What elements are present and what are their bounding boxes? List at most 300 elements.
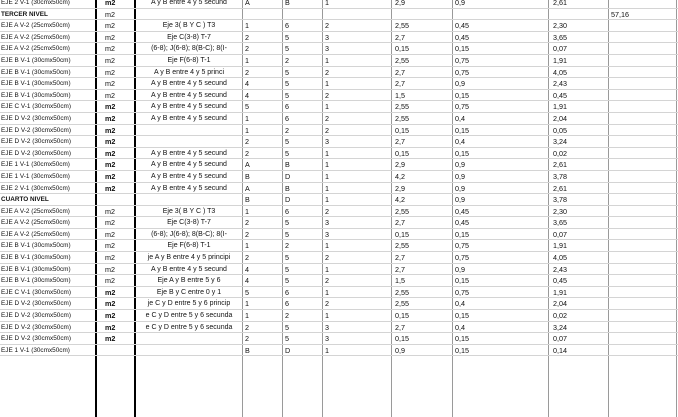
area-cell[interactable]: 2,30 [553, 21, 567, 31]
to-cell[interactable]: D [285, 345, 291, 355]
total-cell[interactable] [611, 345, 671, 356]
unit-cell[interactable]: m2 [105, 206, 115, 216]
to-cell[interactable]: 6 [285, 113, 289, 123]
from-cell[interactable]: 1 [245, 125, 249, 135]
count-cell[interactable]: 2 [325, 253, 329, 263]
count-cell[interactable]: 2 [325, 206, 329, 216]
count-cell[interactable]: 2 [325, 21, 329, 31]
height-cell[interactable]: 0,9 [455, 0, 465, 7]
from-cell[interactable]: B [245, 171, 250, 181]
to-cell[interactable]: 6 [285, 102, 289, 112]
area-cell[interactable] [553, 9, 608, 20]
to-cell[interactable]: 5 [285, 67, 289, 77]
to-cell[interactable]: B [285, 160, 290, 170]
from-cell[interactable]: 1 [245, 21, 249, 31]
count-cell[interactable]: 2 [325, 276, 329, 286]
total-cell[interactable] [611, 171, 671, 182]
area-cell[interactable]: 0,14 [553, 345, 567, 355]
height-cell[interactable]: 0,15 [455, 334, 469, 344]
height-cell[interactable]: 0,9 [455, 264, 465, 274]
element-cell[interactable]: EJE 2 V-1 (30cmx50cm) [1, 184, 70, 192]
height-cell[interactable]: 0,15 [455, 125, 469, 135]
unit-cell[interactable]: m2 [105, 21, 115, 31]
to-cell[interactable]: 5 [285, 264, 289, 274]
length-cell[interactable]: 2,55 [395, 55, 409, 65]
unit-cell[interactable]: m2 [105, 311, 116, 321]
to-cell[interactable]: 5 [285, 276, 289, 286]
from-cell[interactable] [245, 9, 281, 20]
area-cell[interactable]: 2,30 [553, 206, 567, 216]
element-cell[interactable]: EJE D V-2 (30cmx50cm) [1, 114, 71, 122]
description-cell[interactable]: Eje B y C entre 0 y 1 [156, 288, 222, 296]
to-cell[interactable]: 2 [285, 125, 289, 135]
element-cell[interactable]: EJE D V-2 (30cmx50cm) [1, 300, 71, 308]
height-cell[interactable]: 0,15 [455, 44, 469, 54]
height-cell[interactable]: 0,45 [455, 218, 469, 228]
unit-cell[interactable]: m2 [105, 55, 115, 65]
height-cell[interactable]: 0,15 [455, 229, 469, 239]
count-cell[interactable]: 1 [325, 148, 329, 158]
description-cell[interactable]: Eje 3( B Y C ) T3 [162, 22, 216, 30]
height-cell[interactable]: 0,75 [455, 67, 469, 77]
unit-cell[interactable]: m2 [105, 171, 116, 181]
description-cell[interactable] [137, 333, 241, 344]
description-cell[interactable]: A y B entre 4 y 5 secund [151, 0, 227, 6]
total-cell[interactable] [611, 217, 671, 228]
total-cell[interactable]: 57,16 [611, 9, 629, 19]
length-cell[interactable]: 2,55 [395, 113, 409, 123]
length-cell[interactable]: 0,15 [395, 44, 409, 54]
description-cell[interactable]: A y B entre 4 y 5 secund [151, 149, 227, 157]
from-cell[interactable]: 1 [245, 299, 249, 309]
count-cell[interactable]: 3 [325, 229, 329, 239]
to-cell[interactable]: 5 [285, 334, 289, 344]
from-cell[interactable]: 4 [245, 276, 249, 286]
element-cell[interactable]: EJE B V-1 (30cmx50cm) [1, 277, 71, 285]
total-cell[interactable] [611, 252, 671, 263]
length-cell[interactable]: 2,55 [395, 102, 409, 112]
element-cell[interactable]: EJE D V-2 (30cmx50cm) [1, 138, 71, 146]
description-cell[interactable]: A y B entre 4 y 5 secund [151, 114, 227, 122]
total-cell[interactable] [611, 78, 671, 89]
count-cell[interactable]: 1 [325, 55, 329, 65]
element-cell[interactable]: EJE D V-2 (30cmx50cm) [1, 323, 71, 331]
height-cell[interactable]: 0,4 [455, 137, 465, 147]
total-cell[interactable] [611, 125, 671, 136]
from-cell[interactable]: 2 [245, 322, 249, 332]
area-cell[interactable]: 1,91 [553, 102, 567, 112]
area-cell[interactable]: 2,43 [553, 79, 567, 89]
height-cell[interactable]: 0,15 [455, 311, 469, 321]
unit-cell[interactable]: m2 [105, 148, 116, 158]
area-cell[interactable]: 0,07 [553, 229, 567, 239]
unit-cell[interactable]: m2 [105, 0, 116, 7]
from-cell[interactable]: 1 [245, 113, 249, 123]
length-cell[interactable]: 2,55 [395, 206, 409, 216]
element-cell[interactable]: EJE D V-2 (30cmx50cm) [1, 126, 71, 134]
from-cell[interactable]: 2 [245, 32, 249, 42]
from-cell[interactable]: 4 [245, 264, 249, 274]
element-cell[interactable]: EJE 1 V-1 (30cmx50cm) [1, 172, 70, 180]
description-cell[interactable]: A y B entre 4 y 5 secund [151, 91, 227, 99]
area-cell[interactable]: 2,04 [553, 299, 567, 309]
height-cell[interactable]: 0,15 [455, 148, 469, 158]
from-cell[interactable]: A [245, 183, 250, 193]
element-cell[interactable]: EJE A V-2 (25cmx50cm) [1, 33, 70, 41]
description-cell[interactable]: A y B entre 4 y 5 secund [151, 265, 227, 273]
length-cell[interactable]: 2,55 [395, 287, 409, 297]
count-cell[interactable]: 1 [325, 0, 329, 7]
count-cell[interactable]: 3 [325, 322, 329, 332]
to-cell[interactable]: 5 [285, 148, 289, 158]
area-cell[interactable]: 2,61 [553, 0, 567, 7]
area-cell[interactable]: 1,91 [553, 287, 567, 297]
height-cell[interactable]: 0,4 [455, 299, 465, 309]
length-cell[interactable]: 2,7 [395, 218, 405, 228]
from-cell[interactable]: 2 [245, 218, 249, 228]
length-cell[interactable]: 0,15 [395, 311, 409, 321]
total-cell[interactable] [611, 240, 671, 251]
length-cell[interactable]: 0,9 [395, 345, 405, 355]
length-cell[interactable] [395, 9, 453, 20]
area-cell[interactable]: 3,78 [553, 171, 567, 181]
description-cell[interactable]: A y B entre 4 y 5 secund [151, 172, 227, 180]
count-cell[interactable]: 3 [325, 334, 329, 344]
unit-cell[interactable] [105, 345, 135, 356]
description-cell[interactable]: A y B entre 4 y 5 princi [153, 68, 225, 76]
from-cell[interactable]: 2 [245, 67, 249, 77]
total-cell[interactable] [611, 206, 671, 217]
unit-cell[interactable]: m2 [105, 229, 115, 239]
length-cell[interactable]: 2,7 [395, 322, 405, 332]
height-cell[interactable]: 0,45 [455, 206, 469, 216]
description-cell[interactable]: (6-8); J(6-8); 8(B-C); 8(I- [151, 45, 227, 53]
total-cell[interactable] [611, 148, 671, 159]
area-cell[interactable]: 2,61 [553, 183, 567, 193]
unit-cell[interactable]: m2 [105, 299, 116, 309]
from-cell[interactable]: A [245, 160, 250, 170]
total-cell[interactable] [611, 0, 671, 8]
count-cell[interactable]: 2 [325, 125, 329, 135]
length-cell[interactable]: 4,2 [395, 195, 405, 205]
unit-cell[interactable]: m2 [105, 67, 115, 77]
area-cell[interactable]: 4,05 [553, 253, 567, 263]
unit-cell[interactable]: m2 [105, 241, 115, 251]
element-cell[interactable]: TERCER NIVEL [1, 10, 48, 18]
from-cell[interactable]: 1 [245, 311, 249, 321]
from-cell[interactable]: 2 [245, 148, 249, 158]
count-cell[interactable]: 1 [325, 102, 329, 112]
total-cell[interactable] [611, 32, 671, 43]
unit-cell[interactable]: m2 [105, 90, 115, 100]
element-cell[interactable]: EJE B V-1 (30cmx50cm) [1, 56, 71, 64]
description-cell[interactable]: A y B entre 4 y 5 secund [151, 184, 227, 192]
count-cell[interactable]: 2 [325, 299, 329, 309]
area-cell[interactable]: 2,61 [553, 160, 567, 170]
description-cell[interactable] [137, 125, 241, 136]
description-cell[interactable] [137, 136, 241, 147]
area-cell[interactable]: 3,65 [553, 32, 567, 42]
element-cell[interactable]: EJE 1 V-1 (30cmx50cm) [1, 161, 70, 169]
from-cell[interactable]: 2 [245, 137, 249, 147]
unit-cell[interactable]: m2 [105, 125, 116, 135]
area-cell[interactable]: 3,24 [553, 322, 567, 332]
description-cell[interactable]: e C y D entre 5 y 6 secunda [145, 312, 233, 320]
total-cell[interactable] [611, 287, 671, 298]
element-cell[interactable]: EJE C V-1 (30cmx50cm) [1, 103, 71, 111]
count-cell[interactable]: 1 [325, 311, 329, 321]
from-cell[interactable]: B [245, 345, 250, 355]
from-cell[interactable]: 4 [245, 79, 249, 89]
unit-cell[interactable]: m2 [105, 334, 116, 344]
height-cell[interactable]: 0,9 [455, 79, 465, 89]
description-cell[interactable]: Eje C(3-8) T-7 [167, 219, 211, 227]
length-cell[interactable]: 2,7 [395, 32, 405, 42]
length-cell[interactable]: 2,55 [395, 241, 409, 251]
from-cell[interactable]: 1 [245, 55, 249, 65]
height-cell[interactable]: 0,75 [455, 55, 469, 65]
length-cell[interactable]: 2,55 [395, 21, 409, 31]
description-cell[interactable]: (6-8); J(6-8); 8(B-C); 8(I- [151, 230, 227, 238]
unit-cell[interactable]: m2 [105, 9, 115, 19]
description-cell[interactable]: e C y D entre 5 y 6 secunda [145, 323, 233, 331]
to-cell[interactable]: B [285, 0, 290, 7]
description-cell[interactable]: Eje F(6-8) T-1 [167, 242, 211, 250]
description-cell[interactable]: A y B entre 4 y 5 secund [151, 161, 227, 169]
description-cell[interactable]: je C y D entre 5 y 6 princip [147, 300, 231, 308]
count-cell[interactable]: 2 [325, 113, 329, 123]
count-cell[interactable]: 1 [325, 79, 329, 89]
unit-cell[interactable]: m2 [105, 102, 116, 112]
to-cell[interactable]: 5 [285, 44, 289, 54]
height-cell[interactable]: 0,9 [455, 171, 465, 181]
element-cell[interactable]: EJE C V-1 (30cmx50cm) [1, 288, 71, 296]
to-cell[interactable]: 6 [285, 287, 289, 297]
count-cell[interactable]: 1 [325, 241, 329, 251]
to-cell[interactable]: 6 [285, 206, 289, 216]
area-cell[interactable]: 0,07 [553, 44, 567, 54]
unit-cell[interactable]: m2 [105, 160, 116, 170]
to-cell[interactable]: 5 [285, 90, 289, 100]
description-cell[interactable]: je A y B entre 4 y 5 principi [147, 254, 231, 262]
length-cell[interactable]: 2,9 [395, 183, 405, 193]
total-cell[interactable] [611, 113, 671, 124]
description-cell[interactable] [137, 9, 241, 20]
length-cell[interactable]: 0,15 [395, 148, 409, 158]
area-cell[interactable]: 0,45 [553, 90, 567, 100]
total-cell[interactable] [611, 90, 671, 101]
to-cell[interactable]: 5 [285, 229, 289, 239]
from-cell[interactable]: 1 [245, 206, 249, 216]
area-cell[interactable]: 2,04 [553, 113, 567, 123]
area-cell[interactable]: 4,05 [553, 67, 567, 77]
total-cell[interactable] [611, 194, 671, 205]
from-cell[interactable]: 2 [245, 253, 249, 263]
total-cell[interactable] [611, 275, 671, 286]
count-cell[interactable]: 2 [325, 90, 329, 100]
element-cell[interactable]: EJE B V-1 (30cmx50cm) [1, 254, 71, 262]
length-cell[interactable]: 0,15 [395, 125, 409, 135]
element-cell[interactable]: EJE B V-1 (30cmx50cm) [1, 91, 71, 99]
area-cell[interactable]: 0,07 [553, 334, 567, 344]
to-cell[interactable]: 5 [285, 137, 289, 147]
area-cell[interactable]: 0,02 [553, 311, 567, 321]
length-cell[interactable]: 2,7 [395, 253, 405, 263]
element-cell[interactable]: EJE A V-2 (25cmx50cm) [1, 230, 70, 238]
height-cell[interactable]: 0,75 [455, 241, 469, 251]
area-cell[interactable]: 1,91 [553, 55, 567, 65]
description-cell[interactable]: Eje C(3-8) T-7 [167, 33, 211, 41]
element-cell[interactable]: EJE A V-2 (25cmx50cm) [1, 219, 70, 227]
height-cell[interactable] [455, 9, 545, 20]
height-cell[interactable]: 0,4 [455, 113, 465, 123]
element-cell[interactable]: CUARTO NIVEL [1, 196, 49, 204]
element-cell[interactable]: EJE D V-2 (30cmx50cm) [1, 149, 71, 157]
length-cell[interactable]: 2,7 [395, 79, 405, 89]
from-cell[interactable]: 2 [245, 229, 249, 239]
unit-cell[interactable]: m2 [105, 137, 116, 147]
description-cell[interactable]: Eje A y B entre 5 y 6 [157, 277, 221, 285]
height-cell[interactable]: 0,45 [455, 32, 469, 42]
height-cell[interactable]: 0,75 [455, 253, 469, 263]
from-cell[interactable]: 5 [245, 287, 249, 297]
unit-cell[interactable] [105, 194, 135, 205]
description-cell[interactable]: Eje 3( B Y C ) T3 [162, 207, 216, 215]
unit-cell[interactable]: m2 [105, 218, 115, 228]
total-cell[interactable] [611, 136, 671, 147]
length-cell[interactable]: 2,55 [395, 299, 409, 309]
count-cell[interactable]: 3 [325, 218, 329, 228]
element-cell[interactable]: EJE D V-2 (30cmx50cm) [1, 312, 71, 320]
total-cell[interactable] [611, 55, 671, 66]
element-cell[interactable]: EJE B V-1 (30cmx50cm) [1, 265, 71, 273]
total-cell[interactable] [611, 43, 671, 54]
element-cell[interactable]: EJE D V-2 (30cmx50cm) [1, 335, 71, 343]
from-cell[interactable]: B [245, 195, 250, 205]
element-cell[interactable]: EJE 1 V-1 (30cmx50cm) [1, 346, 70, 354]
unit-cell[interactable]: m2 [105, 44, 115, 54]
height-cell[interactable]: 0,4 [455, 322, 465, 332]
to-cell[interactable] [285, 9, 321, 20]
length-cell[interactable]: 0,15 [395, 334, 409, 344]
element-cell[interactable]: EJE B V-1 (30cmx50cm) [1, 80, 71, 88]
total-cell[interactable] [611, 322, 671, 333]
to-cell[interactable]: B [285, 183, 290, 193]
length-cell[interactable]: 2,9 [395, 160, 405, 170]
count-cell[interactable]: 1 [325, 287, 329, 297]
to-cell[interactable]: 6 [285, 299, 289, 309]
length-cell[interactable]: 2,9 [395, 0, 405, 7]
to-cell[interactable]: 2 [285, 55, 289, 65]
to-cell[interactable]: 5 [285, 218, 289, 228]
height-cell[interactable]: 0,9 [455, 183, 465, 193]
count-cell[interactable]: 2 [325, 67, 329, 77]
count-cell[interactable]: 1 [325, 264, 329, 274]
total-cell[interactable] [611, 159, 671, 170]
from-cell[interactable]: 5 [245, 102, 249, 112]
count-cell[interactable]: 1 [325, 160, 329, 170]
total-cell[interactable] [611, 264, 671, 275]
height-cell[interactable]: 0,9 [455, 195, 465, 205]
to-cell[interactable]: 5 [285, 32, 289, 42]
height-cell[interactable]: 0,15 [455, 276, 469, 286]
unit-cell[interactable]: m2 [105, 264, 115, 274]
element-cell[interactable]: EJE 2 V-1 (30cmx50cm) [1, 0, 70, 6]
from-cell[interactable]: 2 [245, 334, 249, 344]
from-cell[interactable]: 1 [245, 241, 249, 251]
unit-cell[interactable]: m2 [105, 276, 115, 286]
total-cell[interactable] [611, 333, 671, 344]
area-cell[interactable]: 0,45 [553, 276, 567, 286]
height-cell[interactable]: 0,45 [455, 21, 469, 31]
length-cell[interactable]: 4,2 [395, 171, 405, 181]
to-cell[interactable]: 5 [285, 79, 289, 89]
area-cell[interactable]: 0,05 [553, 125, 567, 135]
unit-cell[interactable]: m2 [105, 322, 116, 332]
length-cell[interactable]: 2,7 [395, 137, 405, 147]
to-cell[interactable]: 5 [285, 322, 289, 332]
description-cell[interactable] [137, 194, 241, 205]
to-cell[interactable]: 6 [285, 21, 289, 31]
to-cell[interactable]: 2 [285, 241, 289, 251]
total-cell[interactable] [611, 67, 671, 78]
count-cell[interactable]: 1 [325, 345, 329, 355]
count-cell[interactable]: 3 [325, 32, 329, 42]
to-cell[interactable]: 5 [285, 253, 289, 263]
to-cell[interactable]: 2 [285, 311, 289, 321]
element-cell[interactable]: EJE A V-2 (25cmx50cm) [1, 45, 70, 53]
element-cell[interactable]: EJE A V-2 (25cmx50cm) [1, 207, 70, 215]
height-cell[interactable]: 0,75 [455, 287, 469, 297]
unit-cell[interactable]: m2 [105, 287, 116, 297]
area-cell[interactable]: 0,02 [553, 148, 567, 158]
area-cell[interactable]: 3,24 [553, 137, 567, 147]
total-cell[interactable] [611, 101, 671, 112]
area-cell[interactable]: 3,78 [553, 195, 567, 205]
count-cell[interactable] [325, 9, 389, 20]
description-cell[interactable]: A y B entre 4 y 5 secund [151, 103, 227, 111]
from-cell[interactable]: 2 [245, 44, 249, 54]
length-cell[interactable]: 1,5 [395, 90, 405, 100]
unit-cell[interactable]: m2 [105, 113, 116, 123]
height-cell[interactable]: 0,15 [455, 345, 469, 355]
total-cell[interactable] [611, 298, 671, 309]
unit-cell[interactable]: m2 [105, 253, 115, 263]
to-cell[interactable]: D [285, 195, 291, 205]
unit-cell[interactable]: m2 [105, 79, 115, 89]
from-cell[interactable]: A [245, 0, 250, 7]
length-cell[interactable]: 1,5 [395, 276, 405, 286]
total-cell[interactable] [611, 310, 671, 321]
count-cell[interactable]: 1 [325, 171, 329, 181]
height-cell[interactable]: 0,75 [455, 102, 469, 112]
count-cell[interactable]: 3 [325, 44, 329, 54]
unit-cell[interactable]: m2 [105, 183, 116, 193]
description-cell[interactable]: Eje F(6-8) T-1 [167, 56, 211, 64]
count-cell[interactable]: 1 [325, 183, 329, 193]
count-cell[interactable]: 3 [325, 137, 329, 147]
area-cell[interactable]: 1,91 [553, 241, 567, 251]
element-cell[interactable]: EJE A V-2 (25cmx50cm) [1, 22, 70, 30]
height-cell[interactable]: 0,15 [455, 90, 469, 100]
area-cell[interactable]: 2,43 [553, 264, 567, 274]
length-cell[interactable]: 0,15 [395, 229, 409, 239]
description-cell[interactable] [137, 345, 241, 356]
count-cell[interactable]: 1 [325, 195, 329, 205]
element-cell[interactable]: EJE B V-1 (30cmx50cm) [1, 68, 71, 76]
to-cell[interactable]: D [285, 171, 291, 181]
height-cell[interactable]: 0,9 [455, 160, 465, 170]
